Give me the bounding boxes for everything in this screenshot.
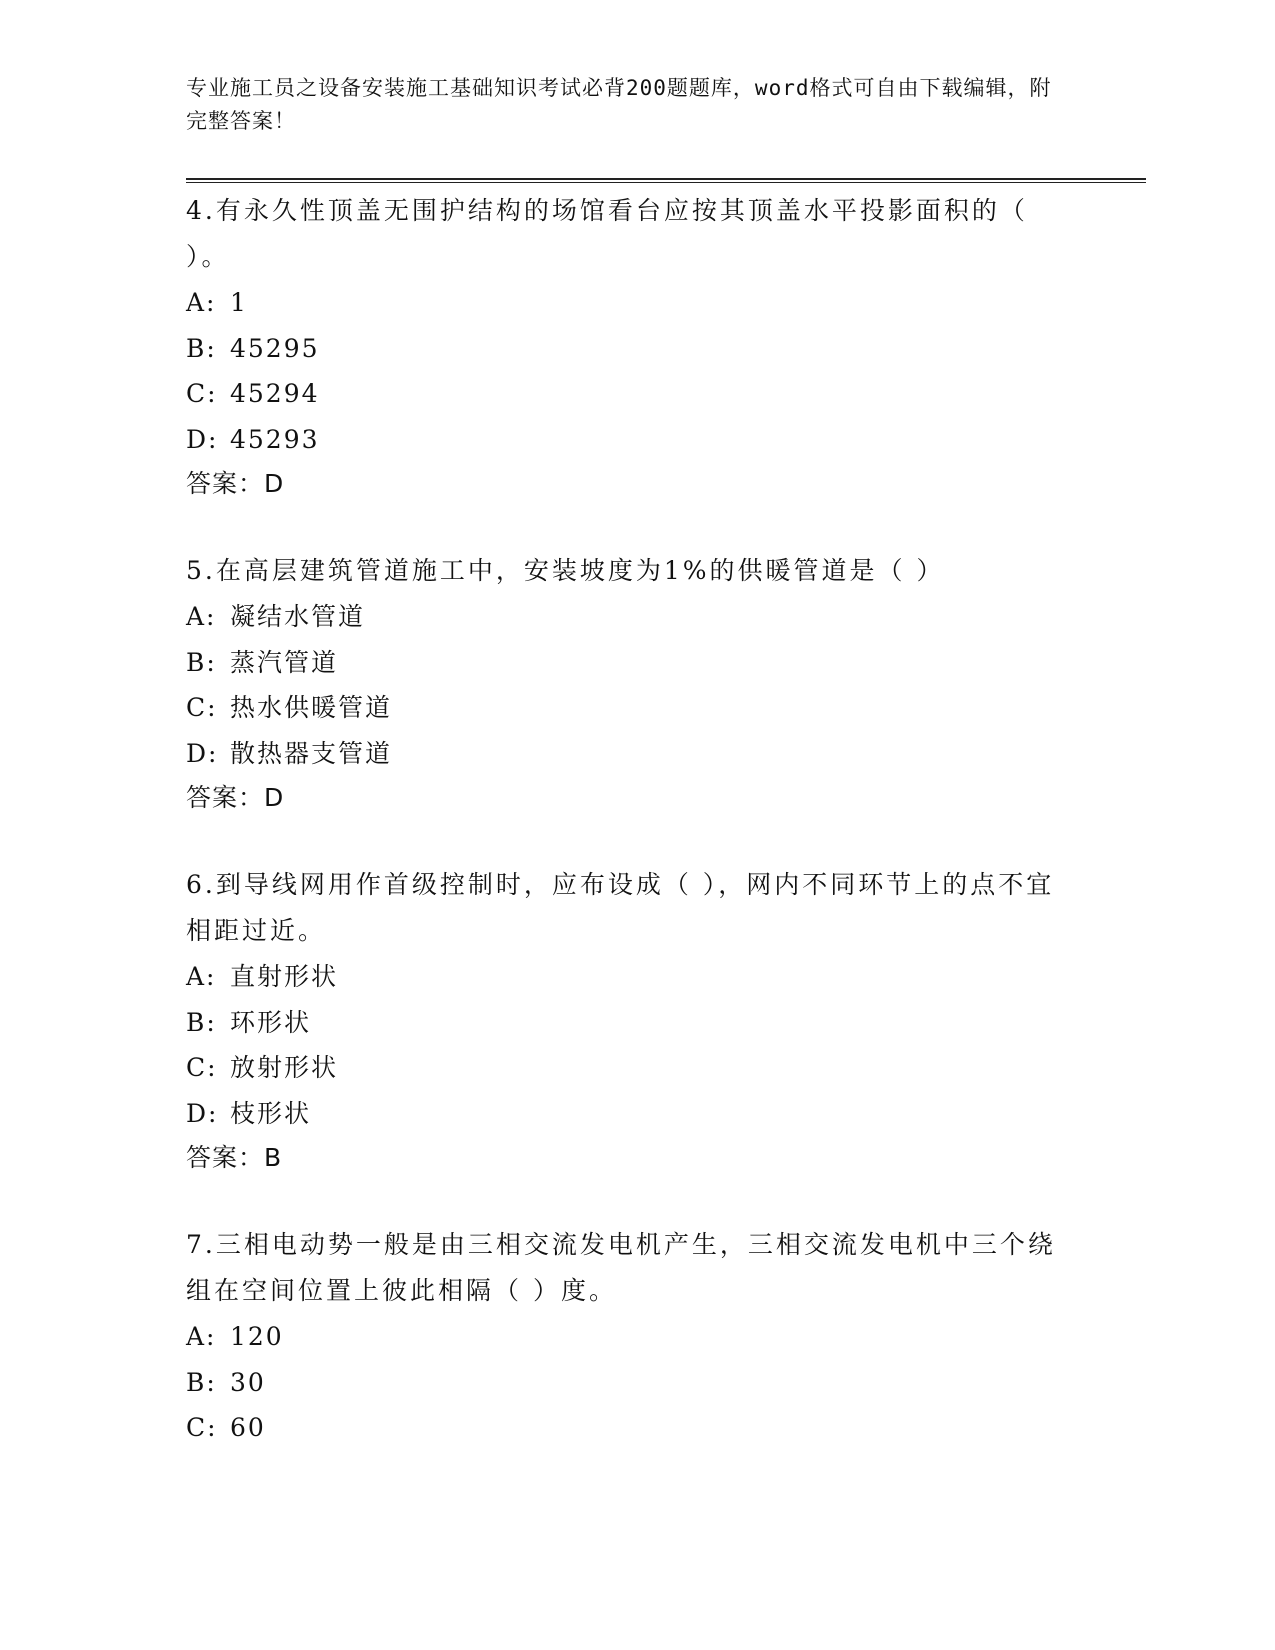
option-d <box>186 1091 1146 1137</box>
option-text: 放射形状 <box>230 1053 339 1082</box>
document-page <box>186 72 1146 1442</box>
option-letter: B: <box>186 333 217 363</box>
option-letter: B: <box>186 1367 217 1397</box>
option-a <box>186 594 1146 640</box>
option-letter: B: <box>186 647 217 677</box>
option-c <box>186 685 1146 731</box>
option-text: 直射形状 <box>230 962 339 991</box>
option-letter: C: <box>186 379 218 408</box>
option-text: 45293 <box>230 424 320 454</box>
option-text: 45294 <box>230 379 320 408</box>
question-6 <box>186 862 1146 1180</box>
option-a <box>186 280 1146 326</box>
option-letter: C: <box>186 1413 218 1442</box>
option-letter: D: <box>186 424 219 454</box>
option-b <box>186 326 1146 372</box>
option-text: 30 <box>230 1367 266 1397</box>
option-text: 枝形状 <box>230 1098 312 1128</box>
option-text: 1 <box>230 288 248 317</box>
option-letter: C: <box>186 693 218 722</box>
option-letter: B: <box>186 1007 217 1037</box>
answer-line: 答案：D <box>186 469 285 498</box>
question-5 <box>186 548 1146 820</box>
question-text: 5.在高层建筑管道施工中，安装坡度为1%的供暖管道是（ ） <box>186 556 945 585</box>
answer-line: 答案：B <box>186 1143 283 1172</box>
question-4 <box>186 188 1146 506</box>
option-text: 120 <box>230 1322 284 1351</box>
option-c <box>186 1045 1146 1091</box>
option-c <box>186 371 1146 417</box>
option-text: 60 <box>230 1413 266 1442</box>
option-b <box>186 1360 1146 1406</box>
option-b <box>186 640 1146 686</box>
option-d <box>186 731 1146 777</box>
option-b <box>186 1000 1146 1046</box>
option-text: 散热器支管道 <box>230 738 393 768</box>
option-text: 环形状 <box>230 1007 312 1037</box>
option-letter: A: <box>186 602 217 631</box>
option-letter: D: <box>186 1098 219 1128</box>
option-letter: A: <box>186 962 217 991</box>
question-text: 6.到导线网用作首级控制时，应布设成（ ），网内不同环节上的点不宜相距过近。 <box>186 870 1055 945</box>
option-text: 45295 <box>230 333 320 363</box>
option-a <box>186 1314 1146 1360</box>
question-text: 7.三相电动势一般是由三相交流发电机产生，三相交流发电机中三个绕组在空间位置上彼此相隔（ ）度。 <box>186 1230 1056 1305</box>
header-divider <box>186 178 1146 183</box>
option-letter: A: <box>186 1322 217 1351</box>
question-list <box>186 188 1146 1493</box>
option-d <box>186 417 1146 463</box>
option-letter: A: <box>186 288 217 317</box>
option-text: 凝结水管道 <box>230 602 366 631</box>
option-letter: D: <box>186 738 219 768</box>
option-letter: C: <box>186 1053 218 1082</box>
option-text: 热水供暖管道 <box>230 693 393 722</box>
option-a <box>186 954 1146 1000</box>
document-header: 专业施工员之设备安装施工基础知识考试必背200题题库，word格式可自由下载编辑，附完整答案！ <box>186 76 1052 133</box>
question-text: 4.有永久性顶盖无围护结构的场馆看台应按其顶盖水平投影面积的（ ）。 <box>186 196 1028 271</box>
option-c <box>186 1405 1146 1451</box>
answer-line: 答案：D <box>186 783 285 812</box>
question-7 <box>186 1222 1146 1451</box>
option-text: 蒸汽管道 <box>230 647 339 677</box>
